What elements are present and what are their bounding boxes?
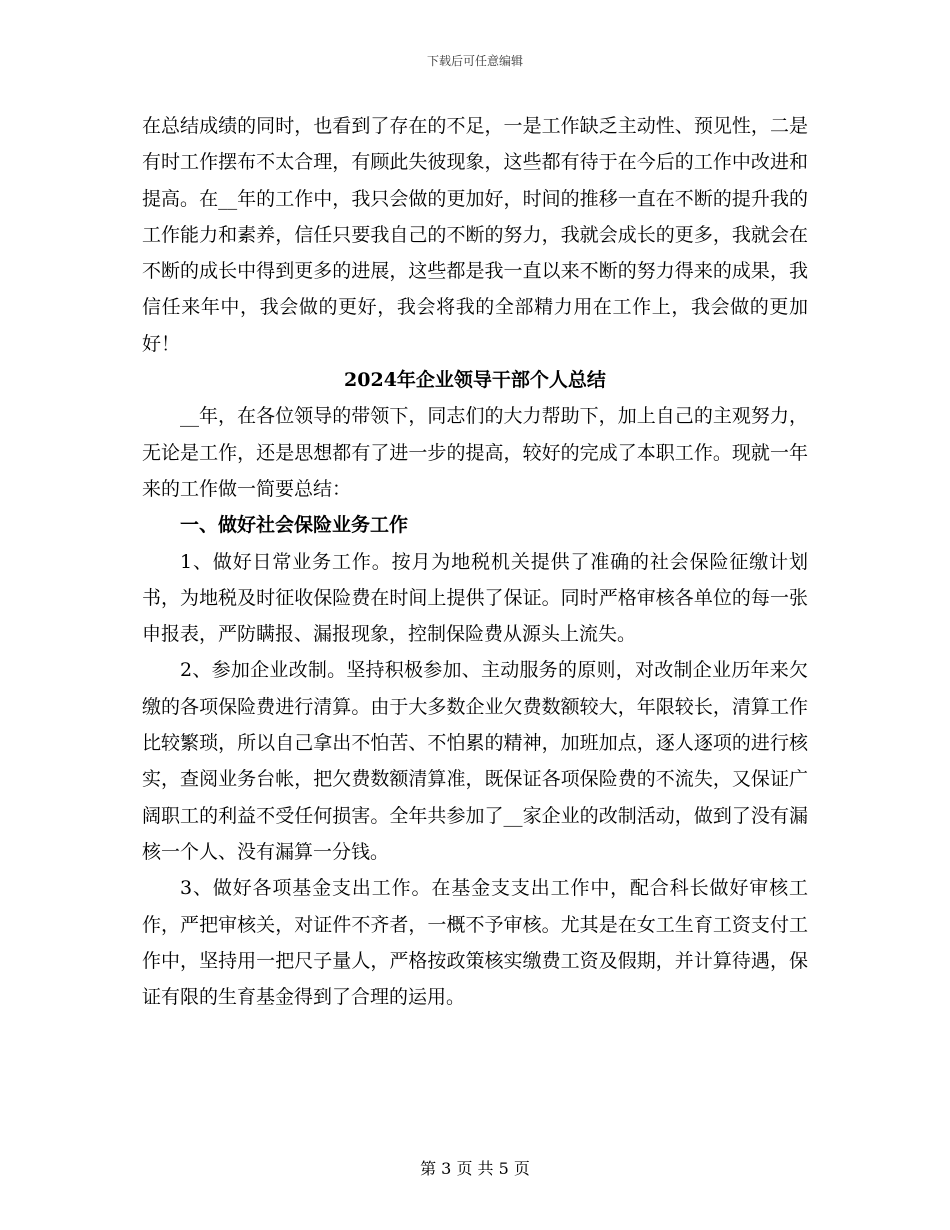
document-title: 2024年企业领导干部个人总结 bbox=[344, 369, 606, 392]
list-item-1: 1、做好日常业务工作。按月为地税机关提供了准确的社会保险征缴计划书，为地税及时征收保险费在时间上提供了保证。同时严格审核各单位的每一张申报表，严防瞒报、漏报现象，控制保险费从源头上流失。 bbox=[142, 550, 808, 646]
intro-paragraph: 在总结成绩的同时，也看到了存在的不足，一是工作缺乏主动性、预见性，二是有时工作摆布不太合理，有顾此失彼现象，这些都有待于在今后的工作中改进和提高。在__年的工作中，我只会做的更加好，时间的推移一直在不断的提升我的工作能力和素养，信任只要我自己的不断的努力，我就会成长的更多，我就会在不断的成长中得到更多的进展，这些都是我一直以来不断的努力得来的成果，我信任来年中，我会做的更好，我会将我的全部精力用在工作上，我会做的更加好！ bbox=[142, 115, 808, 355]
page-footer: 第 3 页 共 5 页 bbox=[420, 1159, 530, 1178]
list-item-3: 3、做好各项基金支出工作。在基金支支出工作中，配合科长做好审核工作，严把审核关，对证件不齐者，一概不予审核。尤其是在女工生育工资支付工作中，坚持用一把尺子量人，严格按政策核实缴费工资及假期，并计算待遇，保证有限的生育基金得到了合理的运用。 bbox=[142, 877, 808, 1009]
document-body bbox=[142, 108, 808, 1015]
section-heading: 一、做好社会保险业务工作 bbox=[180, 514, 409, 537]
opening-paragraph: __年，在各位领导的带领下，同志们的大力帮助下，加上自己的主观努力，无论是工作，还是思想都有了进一步的提高，较好的完成了本职工作。现就一年来的工作做一简要总结： bbox=[142, 405, 808, 500]
page-header: 下载后可任意编辑 bbox=[426, 54, 523, 68]
list-item-2: 2、参加企业改制。坚持积极参加、主动服务的原则，对改制企业历年来欠缴的各项保险费进行清算。由于大多数企业欠费数额较大，年限较长，清算工作比较繁琐，所以自己拿出不怕苦、不怕累的精神，加班加点，逐人逐项的进行核实，查阅业务台帐，把欠费数额清算准，既保证各项保险费的不流失，又保证广阔职工的利益不受任何损害。全年共参加了__家企业的改制活动，做到了没有漏核一个人、没有漏算一分钱。 bbox=[142, 659, 808, 863]
